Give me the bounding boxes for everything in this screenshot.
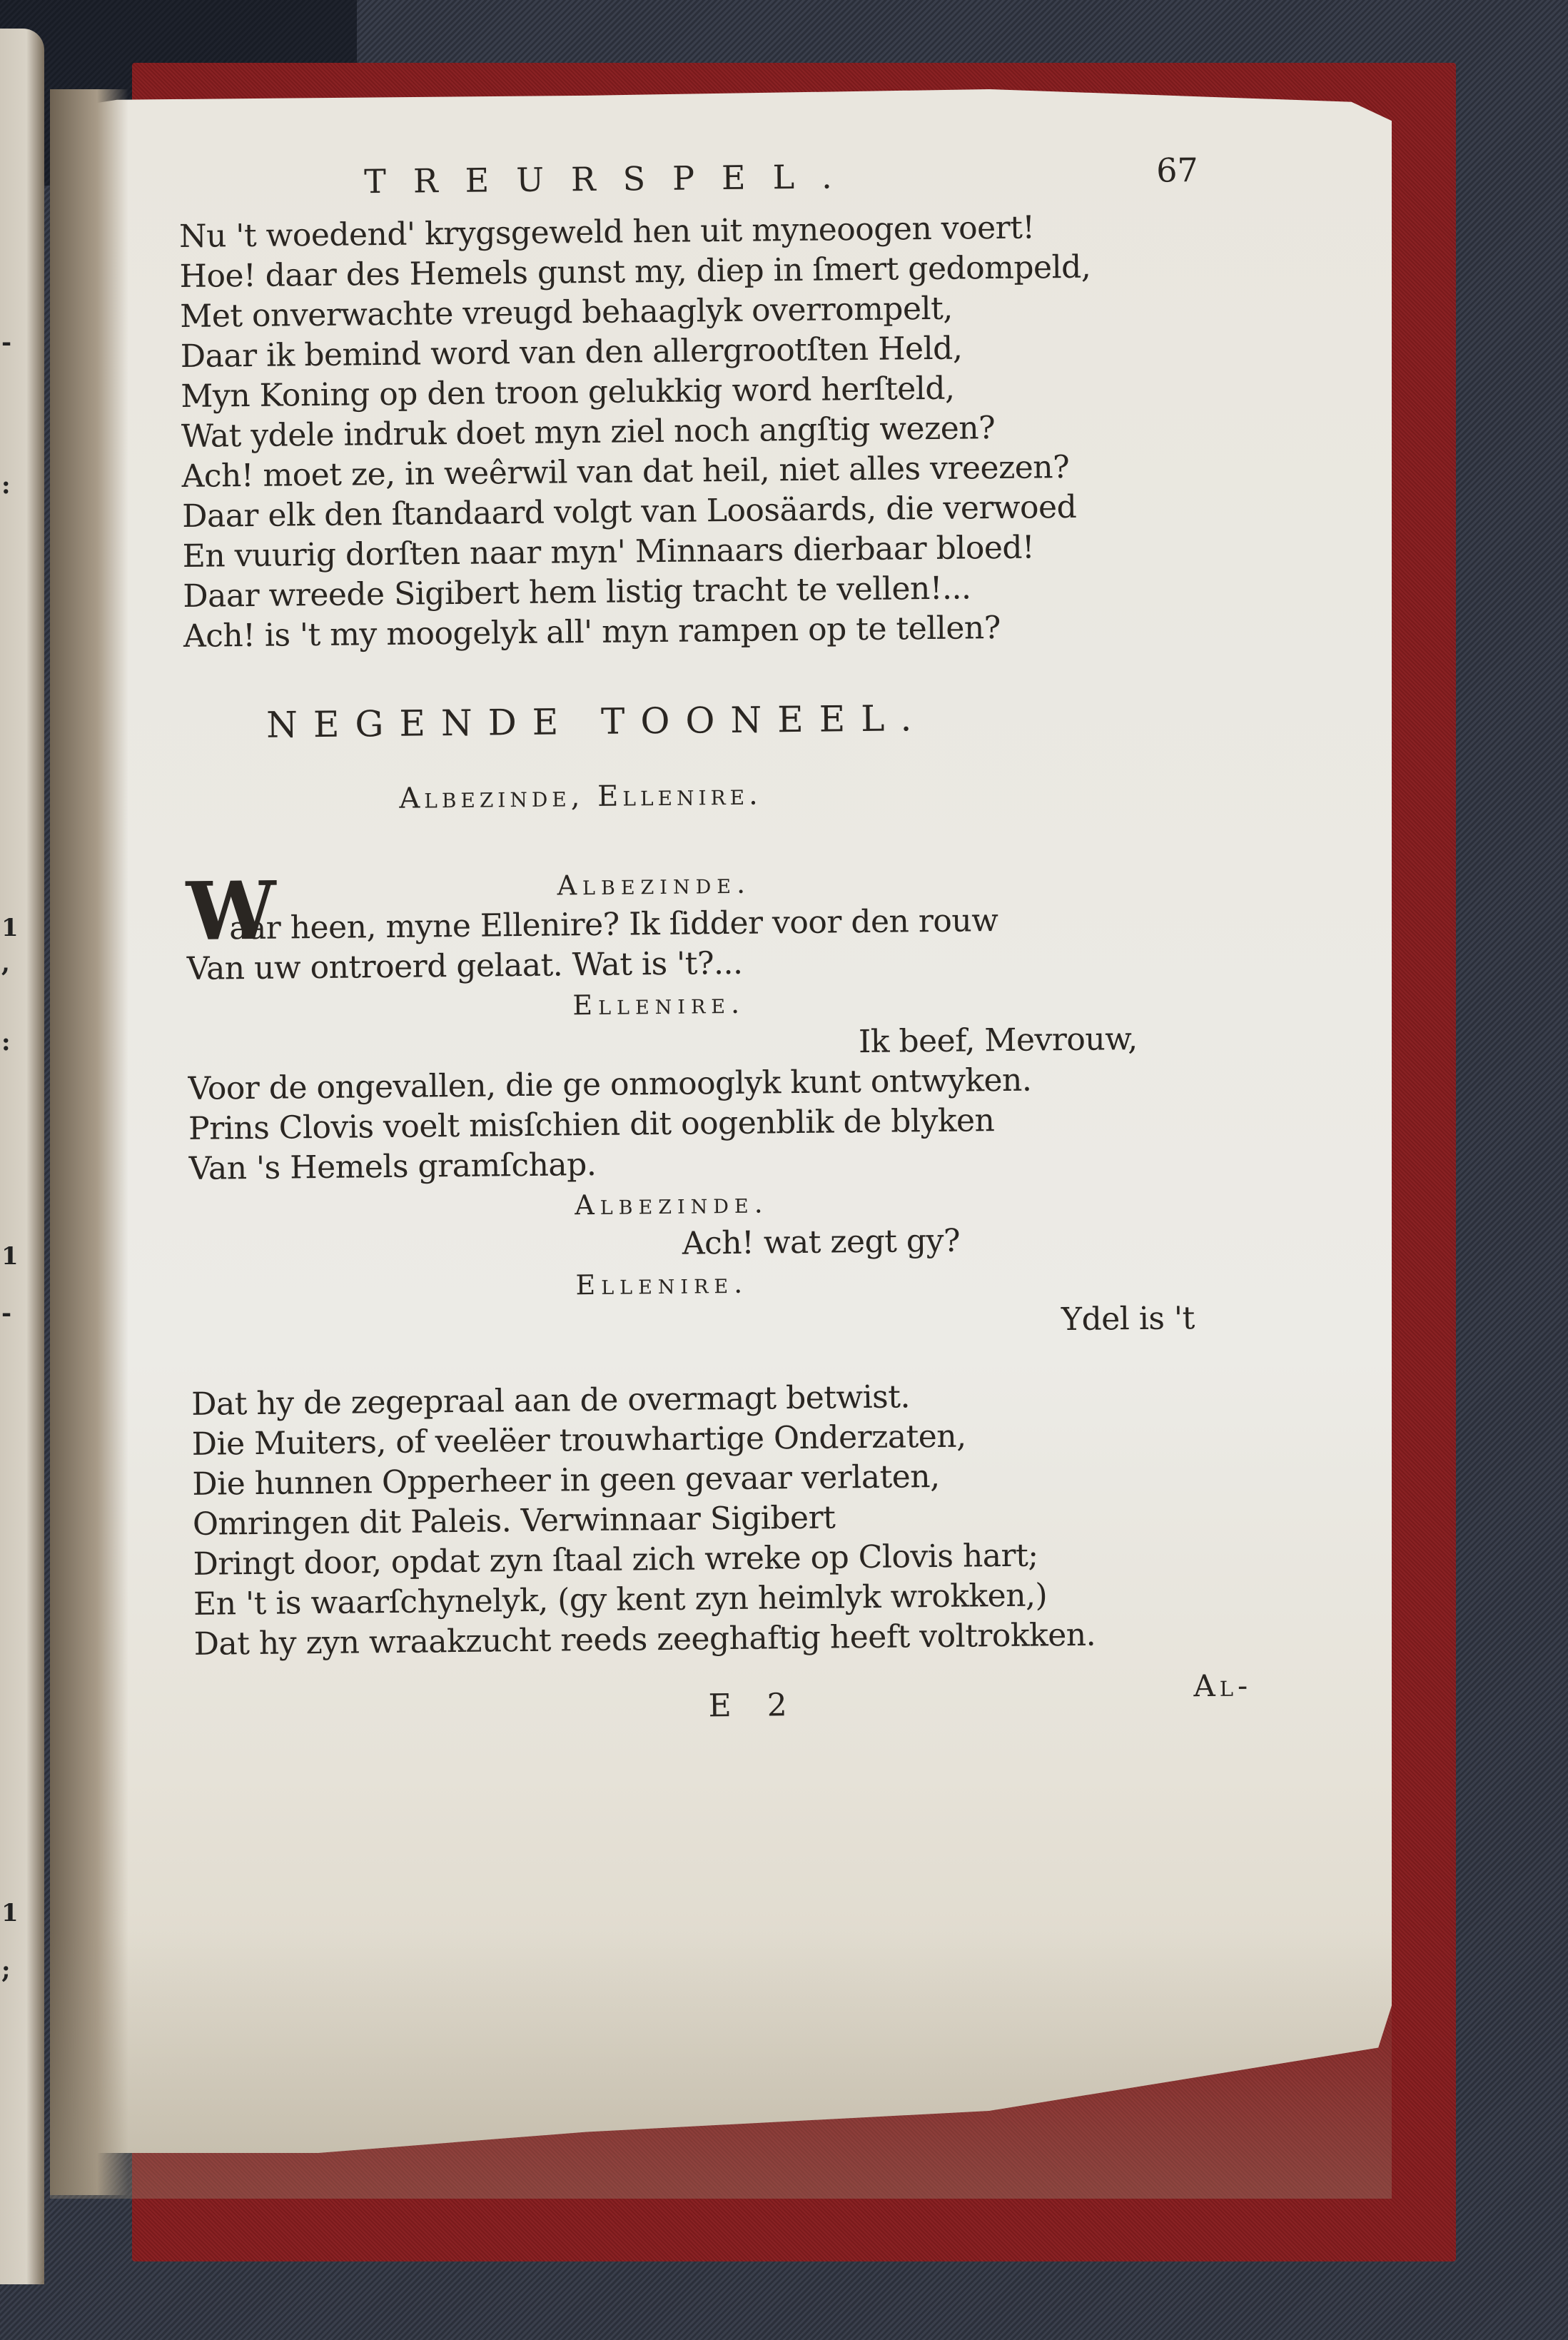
verse-line: Omringen dit Paleis. Verwinnaar Sigibert [192,1499,836,1543]
left-page-fragment: , [1,949,10,978]
verse-line: En 't is waarſchynelyk, (gy kent zyn heimlyk wrokken,) [193,1577,1048,1623]
left-page-fragment: 1 [1,914,19,942]
verse-line: Dringt door, opdat zyn ſtaal zich wreke op Clovis hart; [193,1537,1038,1583]
verse-line: Van uw ontroerd gelaat. Wat is 't?... [186,944,743,987]
verse-line: Die Muiters, of veelëer trouwhartige Onderzaten, [191,1418,966,1463]
page-footer [194,1668,1265,1750]
verse-line: Hoe! daar des Hemels gunst my, diep in ſmert gedompeld, [179,248,1091,295]
running-head [178,153,1250,214]
verse-line: Van 's Hemels gramſchap. [188,1146,597,1187]
verse-line: Prins Clovis voelt misſchien dit oogenblik de blyken [188,1102,995,1147]
speaker-name: Ellenire. [575,1267,749,1301]
scene-heading: NEGENDE TOONEEL. [265,697,928,746]
verse-line: Ach! is 't my moogelyk all' myn rampen op te tellen? [183,609,1001,655]
left-page-fragment: - [1,328,12,357]
spine-gutter-shadow [50,89,128,2195]
running-head-title: TREURSPEL. [363,157,860,201]
verse-line: Ach! wat zegt gy? [682,1222,961,1262]
adjacent-left-page-edge [0,29,44,2284]
verse-line: Ydel is 't [1061,1300,1195,1338]
verse-line: Wat ydele indruk doet myn ziel noch angſtig wezen? [181,410,996,455]
page-lower-shadow [50,1927,1392,2199]
verse-line: Met onverwachte vreugd behaaglyk overrompelt, [179,290,954,335]
signature-mark: E 2 [708,1687,801,1725]
verse-line: Nu 't woedend' krygsgeweld hen uit myneoogen voert! [178,209,1035,255]
verse-line: Dat hy de zegepraal aan de overmagt betwist. [191,1378,911,1423]
speaker-name: Albezinde. [557,867,752,902]
verse-line: Voor de ongevallen, die ge onmooglyk kunt ontwyken. [188,1061,1032,1107]
verse-line: Ach! moet ze, in weêrwil van dat heil, niet alles vreezen? [181,448,1070,495]
scene-characters: Albezinde, Ellenire. [399,778,762,815]
left-page-fragment: ; [1,1956,11,1985]
verse-line: Dat hy zyn wraakzucht reeds zeeghaftig heeft voltrokken. [193,1616,1096,1663]
verse-line: Ik beef, Mevrouw, [858,1020,1138,1061]
left-page-fragment: : [1,471,11,500]
left-page-fragment: : [1,1028,11,1056]
verse-line: Myn Koning op den troon gelukkig word herſteld, [181,370,955,415]
drop-cap: W [186,864,276,959]
speaker-name: Ellenire. [572,987,746,1022]
speaker-name: Albezinde. [575,1187,769,1221]
left-page-fragment: - [1,1299,12,1328]
verse-line-text: aar heen, myne Ellenire? Ik ſidder voor den rouw [228,902,998,947]
left-page-fragment: 1 [1,1899,19,1927]
verse-line: En vuurig dorſten naar myn' Minnaars dierbaar bloed! [182,529,1035,575]
verse-block-before-scene [179,206,1254,657]
page-text [178,153,1265,1750]
verse-line: Daar wreede Sigibert hem listig tracht te vellen!... [183,570,971,615]
catchword: Al- [1193,1668,1253,1704]
verse-line: Daar ik bemind word van den allergrootſten Held, [180,330,963,375]
left-page-fragment: 1 [1,1242,19,1271]
verse-line: Daar elk den ſtandaard volgt van Loosäards, die verwoed [181,488,1077,535]
verse-line: Die hunnen Opperheer in geen gevaar verlaten, [192,1458,940,1503]
page-number: 67 [1155,151,1198,190]
